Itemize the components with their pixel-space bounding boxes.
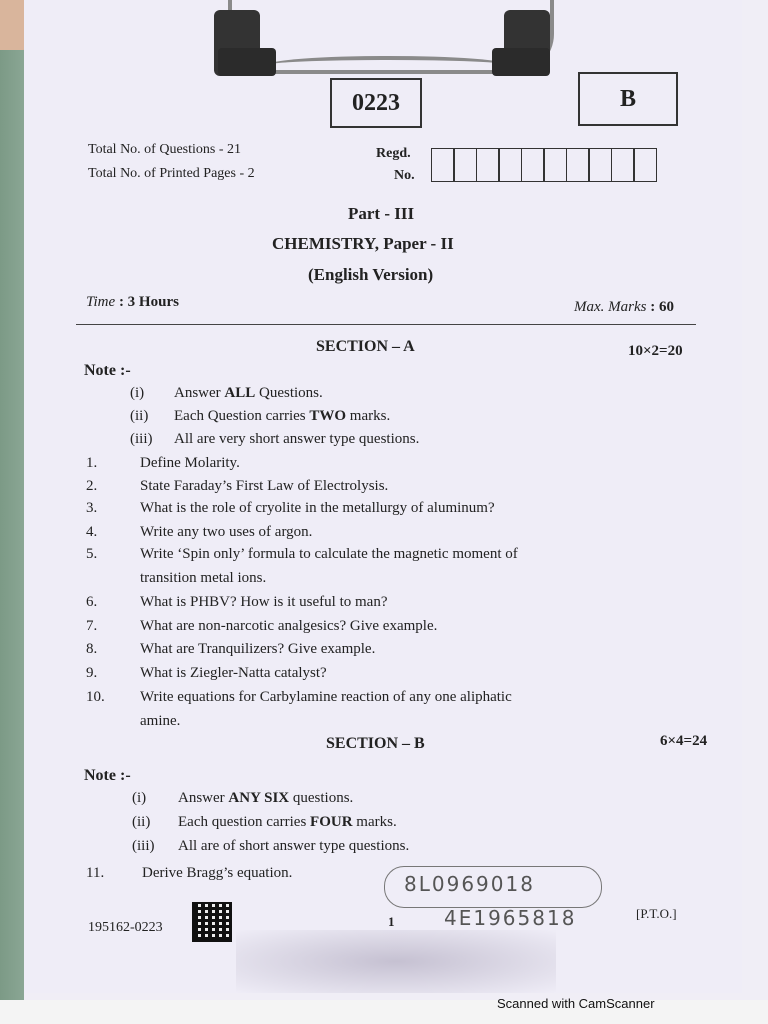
- note-text-pre: All are very short answer type questions.: [174, 431, 420, 447]
- section-b-marks: 6×4=24: [660, 733, 708, 749]
- section-a-marks: 10×2=20: [628, 343, 683, 359]
- note-text-pre: Answer: [174, 385, 225, 401]
- handwritten-number-2: 4E1965818: [444, 906, 577, 930]
- max-marks: [574, 299, 674, 316]
- version-title: (English Version): [308, 265, 434, 284]
- note-number: (iii): [132, 838, 155, 854]
- max-marks-label: Max. Marks: [574, 299, 647, 315]
- divider: [76, 324, 696, 325]
- note-text: [174, 431, 419, 448]
- question-text: What is PHBV? How is it useful to man?: [140, 594, 388, 610]
- regd-box: [476, 148, 500, 182]
- note-number: (i): [132, 790, 147, 806]
- note-text-post: marks.: [352, 814, 397, 830]
- question-text: What are non-narcotic analgesics? Give example.: [140, 618, 438, 634]
- question-number: 8.: [86, 641, 98, 657]
- clipboard-wire-bar: [268, 56, 508, 74]
- question-number: 6.: [86, 594, 98, 610]
- note-text-pre: Each question carries: [178, 814, 311, 830]
- section-b-heading: SECTION – B: [326, 735, 425, 752]
- note-text-pre: All are of short answer type questions.: [178, 838, 410, 854]
- note-text-post: questions.: [289, 790, 354, 806]
- regd-box: [431, 148, 455, 182]
- note-number: (ii): [132, 814, 151, 830]
- note-text-bold: TWO: [309, 408, 347, 424]
- regd-box: [521, 148, 545, 182]
- question-text: What is Ziegler-Natta catalyst?: [140, 665, 327, 681]
- note-text: [178, 814, 397, 831]
- note-text-pre: Answer: [178, 790, 229, 806]
- scanner-watermark: Scanned with CamScanner: [497, 996, 655, 1011]
- note-number: (iii): [130, 431, 153, 447]
- note-text-post: marks.: [346, 408, 391, 424]
- question-number: 7.: [86, 618, 98, 634]
- question-text: What is the role of cryolite in the metallurgy of aluminum?: [140, 500, 495, 516]
- question-text: Write ‘Spin only’ formula to calculate the magnetic moment of: [140, 546, 518, 562]
- total-pages: Total No. of Printed Pages - 2: [88, 166, 255, 181]
- note-text-post: Questions.: [255, 385, 323, 401]
- note-text-bold: ANY SIX: [228, 790, 290, 806]
- note-text: [178, 790, 353, 807]
- note-text-pre: Each Question carries: [174, 408, 310, 424]
- regd-box: [566, 148, 590, 182]
- note-text: [174, 385, 323, 402]
- question-text: Derive Bragg’s equation.: [142, 865, 293, 881]
- question-number: 9.: [86, 665, 98, 681]
- clipboard-foot-right: [492, 48, 550, 76]
- note-text: [174, 408, 390, 425]
- hand-shadow: [236, 930, 556, 993]
- subject-title: CHEMISTRY, Paper - II: [272, 234, 454, 253]
- question-text: Define Molarity.: [140, 455, 240, 471]
- handwritten-number-1: 8L0969018: [404, 872, 535, 896]
- question-text-continued: transition metal ions.: [140, 570, 267, 586]
- regd-box: [611, 148, 635, 182]
- total-questions: Total No. of Questions - 21: [88, 142, 242, 157]
- qr-code-icon: [192, 902, 232, 942]
- max-marks-value: : 60: [650, 299, 674, 315]
- question-text: Write any two uses of argon.: [140, 524, 313, 540]
- question-number: 2.: [86, 478, 98, 494]
- set-label-box: B: [578, 72, 678, 126]
- note-text-bold: FOUR: [310, 814, 353, 830]
- time-value: : 3 Hours: [118, 294, 179, 310]
- question-text-continued: amine.: [140, 713, 181, 729]
- regd-box: [543, 148, 567, 182]
- paper-code-box: 0223: [330, 78, 422, 128]
- question-text: State Faraday’s First Law of Electrolysis.: [140, 478, 389, 494]
- question-number: 5.: [86, 546, 98, 562]
- clipboard-foot-left: [218, 48, 276, 76]
- regd-label: Regd.: [376, 146, 411, 161]
- question-number: 10.: [86, 689, 105, 705]
- question-number: 1.: [86, 455, 98, 471]
- section-a-note-label: Note :-: [84, 362, 131, 379]
- note-number: (i): [130, 385, 145, 401]
- pto-label: [P.T.O.]: [636, 906, 677, 921]
- question-text: What are Tranquilizers? Give example.: [140, 641, 376, 657]
- question-number: 11.: [86, 865, 105, 881]
- part-title: Part - III: [348, 204, 415, 223]
- question-number: 3.: [86, 500, 98, 516]
- regd-box: [498, 148, 522, 182]
- time-label: Time: [86, 294, 116, 310]
- section-b-note-label: Note :-: [84, 767, 131, 784]
- question-number: 4.: [86, 524, 98, 540]
- page-number: 1: [388, 914, 395, 929]
- regd-box: [453, 148, 477, 182]
- note-text-bold: ALL: [224, 385, 256, 401]
- regd-box: [588, 148, 612, 182]
- note-number: (ii): [130, 408, 149, 424]
- note-text: [178, 838, 409, 855]
- footer-code: 195162-0223: [88, 920, 163, 935]
- time-allowed: [86, 294, 179, 311]
- question-text: Write equations for Carbylamine reaction of any one aliphatic: [140, 689, 512, 705]
- section-a-heading: SECTION – A: [316, 338, 415, 355]
- regd-box: [633, 148, 657, 182]
- registration-number-boxes: [432, 148, 657, 182]
- no-label: No.: [394, 168, 415, 183]
